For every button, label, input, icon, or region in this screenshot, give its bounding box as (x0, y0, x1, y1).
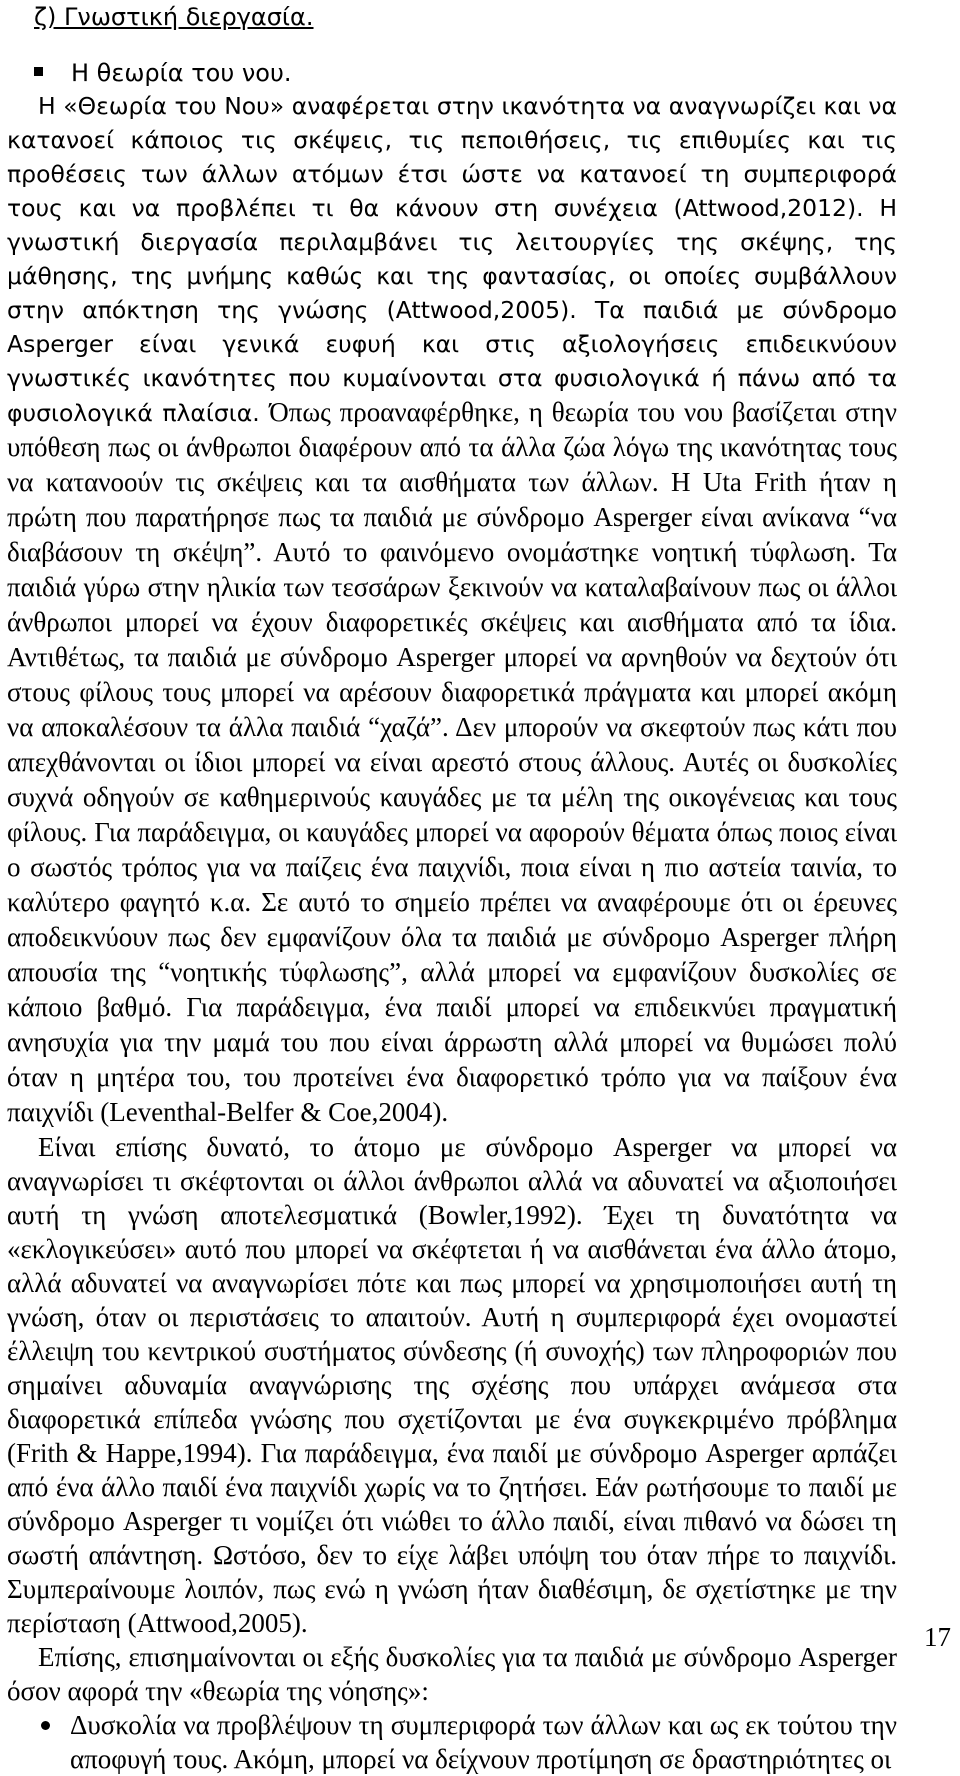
body-text (7, 89, 897, 1776)
paragraph-1-serif-text: Όπως προαναφέρθηκε, η θεωρία του νου βασίζεται στην υπόθεση πως οι άνθρωποι διαφέρουν από τα άλλα ζώα λόγω της ικανότητας τους να κατανοούν τις σκέψεις και τα αισθήματα των άλλων. Η Uta Frith ήταν η πρώτη που παρατήρησε πως τα παιδιά με σύνδρομο Asperger είναι ανίκανα “να διαβάσουν τη σκέψη”. Αυτό το φαινόμενο ονομάστηκε νοητική τύφλωση. Τα παιδιά γύρω στην ηλικία των τεσσάρων ξεκινούν να καταλαβαίνουν πως οι άλλοι άνθρωποι μπορεί να έχουν διαφορετικές σκέψεις και αισθήματα από τα ίδια. Αντιθέτως, τα παιδιά με σύνδρομο Asperger μπορεί να αρνηθούν να δεχτούν ότι στους φίλους τους μπορεί να αρέσουν διαφορετικά πράγματα και μπορεί ακόμη να αποκαλέσουν τα άλλα παιδιά “χαζά”. Δεν μπορούν να σκεφτούν πως κάτι που απεχθάνονται οι ίδιοι μπορεί να είναι αρεστό στους άλλους. Αυτές οι δυσκολίες συχνά οδηγούν σε καθημερινούς καυγάδες με τα μέλη της οικογένειας και τους φίλους. Για παράδειγμα, οι καυγάδες μπορεί να αφορούν θέματα όπως ποιος είναι ο σωστός τρόπος για να παίζεις ένα παιχνίδι, ποια είναι η πιο αστεία ταινία, το καλύτερο φαγητό κ.α. Σε αυτό το σημείο πρέπει να αναφέρουμε ότι οι έρευνες αποδεικνύουν πως δεν εμφανίζουν όλα τα παιδιά με σύνδρομο Asperger πλήρη απουσία της “νοητικής τύφλωσης”, αλλά μπορεί να εμφανίζουν δυσκολίες σε κάποιο βαθμό. Για παράδειγμα, ένα παιδί μπορεί να επιδεικνύει πραγματική ανησυχία για την μαμά του που είναι άρρωστη αλλά μπορεί να θυμώσει πολύ όταν η μητέρα του, του προτείνει ένα διαφορετικό τρόπο για να παίξουν ένα παιχνίδι (Leventhal-Belfer & Coe,2004). (7, 397, 897, 1127)
list-item-text: Δυσκολία να προβλέψουν τη συμπεριφορά των άλλων και ως εκ τούτου την αποφυγή τους. Ακόμη, μπορεί να δείχνουν προτίμηση σε δραστηριότητες οι (70, 1710, 897, 1774)
square-bullet-icon (34, 67, 43, 76)
paragraph-1-sans-text: Η «Θεωρία του Νου» αναφέρεται στην ικανότητα να αναγνωρίζει και να κατανοεί κάποιος τις σκέψεις, τις πεποιθήσεις, τις επιθυμίες και τις προθέσεις των άλλων ατόμων έτσι ώστε να κατανοεί τη συμπεριφορά τους και να προβλέπει τι θα κάνουν στη συνέχεια (Attwood,2012). Η γνωστική διεργασία περιλαμβάνει τις λειτουργίες της σκέψης, της μάθησης, της μνήμης καθώς και της φαντασίας, οι οποίες συμβάλλουν στην απόκτηση της γνώσης (Attwood,2005). Τα παιδιά με σύνδρομο Asperger είναι γενικά ευφυή και στις αξιολογήσεις επιδεικνύουν γνωστικές ικανότητες που κυμαίνονται στα φυσιολογικά ή πάνω από τα φυσιολογικά πλαίσια. (7, 92, 897, 427)
paragraph-difficulties-intro: Επίσης, επισημαίνονται οι εξής δυσκολίες για τα παιδιά με σύνδρομο Asperger όσον αφορά την «θεωρία της νόησης»: (7, 1642, 897, 1706)
section-heading: ζ) Γνωστική διεργασία. (34, 3, 314, 31)
paragraph-central-coherence: Είναι επίσης δυνατό, το άτομο με σύνδρομο Asperger να μπορεί να αναγνωρίσει τι σκέφτονται οι άλλοι άνθρωποι αλλά να αδυνατεί να αξιοποιήσει αυτή τη γνώση αποτελεσματικά (Bowler,1992). Έχει τη δυνατότητα να «εκλογικεύσει» αυτό που μπορεί να σκέφτεται ή να αισθάνεται ένα άλλο άτομο, αλλά αδυνατεί να αναγνωρίσει πότε και πως μπορεί να χρησιμοποιήσει αυτή τη γνώση, όταν οι περιστάσεις το απαιτούν. Αυτή η συμπεριφορά έχει ονομαστεί έλλειψη του κεντρικού συστήματος σύνδεσης (ή συνοχής) των πληροφοριών που σημαίνει αδυναμία αναγνώρισης της σχέσης που υπάρχει ανάμεσα στα διαφορετικά επίπεδα γνώσης που σχετίζονται με ένα συγκεκριμένο πρόβλημα (Frith & Happe,1994). Για παράδειγμα, ένα παιδί με σύνδρομο Asperger αρπάζει από ένα άλλο παιδί ένα παιχνίδι χωρίς να το ζητήσει. Εάν ρωτήσουμε το παιδί με σύνδρομο Asperger τι νομίζει ότι νιώθει το άλλο παιδί, είναι πιθανό να δώσει τη σωστή απάντηση. Ωστόσο, δεν το είχε λάβει υπόψη του όταν πήρε το παιχνίδι. Συμπεραίνουμε λοιπόν, πως ενώ η γνώση ήταν διαθέσιμη, δε σχετίστηκε με την περίσταση (Attwood,2005). (7, 1132, 897, 1638)
page-number: 17 (924, 1622, 951, 1652)
subsection-heading (34, 56, 292, 90)
subsection-heading-text: Η θεωρία του νου. (71, 59, 292, 87)
paragraph-theory-of-mind (7, 89, 897, 1130)
list-item (7, 1708, 897, 1776)
bullet-dot-icon (41, 1721, 50, 1730)
